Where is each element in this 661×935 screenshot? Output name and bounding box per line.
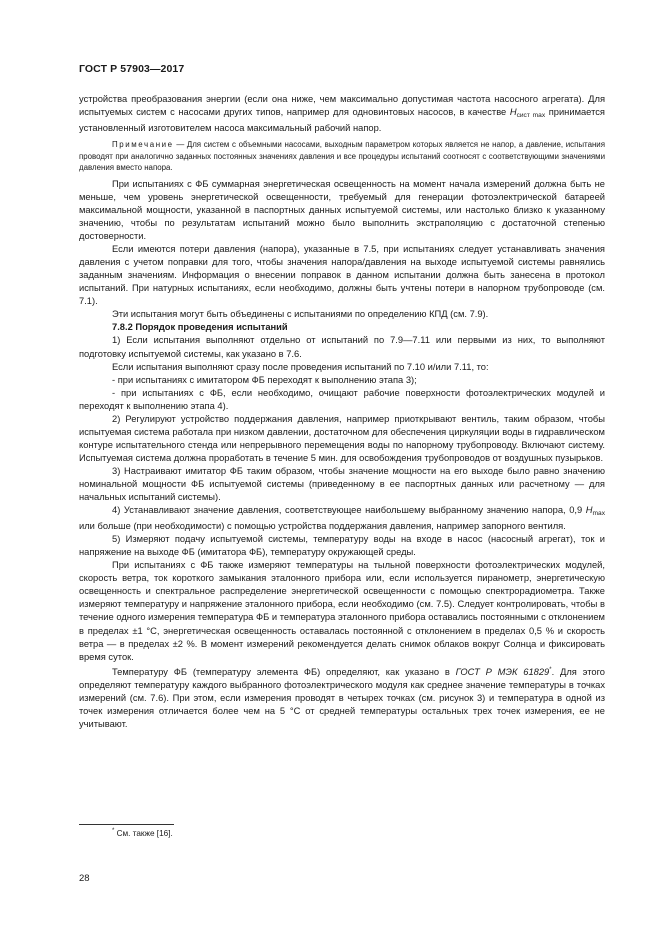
paragraph-irradiance: При испытаниях с ФБ суммарная энергетическая освещенность на момент начала измерений должна быть не меньше, чем уровень энергетической освещенности, требуемый для генерации фотоэлектрической батареей максимальной мощности, указанной в паспортных данных испытуемой системы, или настолько близко к указанному значению, чтобы по результатам испытаний можно было выполнить экстраполяцию с достаточной степенью достоверности. bbox=[79, 178, 605, 242]
text-run: или больше (при необходимости) с помощью устройства поддержания давления, например запорного вентиля. bbox=[79, 521, 566, 532]
text-run: . Для этого определяют температуру каждого выбранного фотоэлектрического модуля как среднее значение температуры в точках измерений (см. 7.6). При этом, если измерения проводят в четырех точках (см. рисунок 3) и температура в одной из точек измерения отличается более чем на 5 °С от средней температуры остальных трех точек измерения, ее не учитывают. bbox=[79, 666, 605, 729]
footnote-text: См. также [16]. bbox=[114, 829, 173, 838]
paragraph-pv-temperature bbox=[79, 664, 605, 731]
document-body bbox=[79, 93, 605, 731]
footnote-divider bbox=[79, 824, 174, 825]
standard-reference: ГОСТ Р МЭК 61829 bbox=[455, 666, 550, 677]
text-run: принимается установленный изготовителем насоса максимальный рабочий напор. bbox=[79, 107, 605, 134]
text-run: Температуру ФБ (температуру элемента ФБ) определяют, как указано в bbox=[112, 666, 456, 677]
section-heading: 7.8.2 Порядок проведения испытаний bbox=[112, 322, 288, 333]
footnote-mark: * bbox=[549, 666, 552, 673]
symbol-h: H bbox=[509, 107, 517, 118]
symbol-subscript: max bbox=[592, 510, 605, 518]
page-number: 28 bbox=[79, 873, 90, 884]
step-1-list-item: - при испытаниях с имитатором ФБ переходят к выполнению этапа 3); bbox=[112, 374, 417, 385]
paragraph-pressure-losses: Если имеются потери давления (напора), указанные в 7.5, при испытаниях следует устанавливать значения давления с учетом поправки для того, чтобы значения напора/давления на выходе испытуемой системы равнялись заданным значениям. Информация о внесении поправок в данном испытании должна быть занесена в протокол испытаний. При натурных испытаниях, если необходимо, должны быть учтены потери в напорном трубопроводе (см. 7.1). bbox=[79, 244, 605, 307]
page-header-standard: ГОСТ Р 57903—2017 bbox=[79, 63, 185, 75]
note-paragraph bbox=[79, 139, 605, 174]
paragraph-combined-tests: Эти испытания могут быть объединены с испытаниями по определению КПД (см. 7.9). bbox=[112, 309, 489, 320]
footnote-mark: * bbox=[112, 828, 115, 834]
paragraph-pv-measurements: При испытаниях с ФБ также измеряют температуры на тыльной поверхности фотоэлектрических модулей, скорость ветра, ток короткого замыкания эталонного прибора или, если используется пиранометр, энергетическую освещенность и спектральное распределение энергетической освещенности с помощью спектрорадиометра. Также измеряют температуру и напряжение эталонного прибора, если необходимо (см. 7.5). Следует контролировать, чтобы в течение одного измерения температура ФБ и температура эталонного прибора оставались постоянными с отклонением в пределах ±1 °С, энергетическая освещенность оставалась постоянной с отклонением в пределах 0,5 % и скорость ветра — в пределах ±2 %. В момент измерений рекомендуется делать снимок облаков вокруг Солнца и фиксировать время суток. bbox=[79, 560, 605, 662]
step-5: 5) Измеряют подачу испытуемой системы, температуру воды на входе в насос (насосный агрегат), ток и напряжение на выходе ФБ (имитатора ФБ), температуру окружающей среды. bbox=[79, 534, 605, 558]
paragraph-continuation bbox=[79, 93, 605, 135]
note-text: — Для систем с объемными насосами, выходным параметром которых является не напор, а давление, испытания проводят при аналогично заданных постоянных значениях давления и все процедуры испытаний соотносят с соответствующими значениями давления вместо напора. bbox=[79, 140, 605, 173]
step-1-condition: Если испытания выполняют сразу после проведения испытаний по 7.10 и/или 7.11, то: bbox=[112, 361, 489, 372]
step-2: 2) Регулируют устройство поддержания давления, например приоткрывают вентиль, таким образом, чтобы испытуемая система работала при низком давлении, достаточном для обеспечения циркуляции воды в гидравлическом контуре испытательного стенда или непрерывного перемещения воды по напорному трубопроводу. Включают систему. Испытуемая система должна проработать в течение 5 мин. для освобождения трубопроводов от воздушных пузырьков. bbox=[79, 413, 605, 463]
step-1-list-item: - при испытаниях с ФБ, если необходимо, очищают рабочие поверхности фотоэлектрических модулей и переходят к выполнению этапа 4). bbox=[79, 387, 605, 411]
step-1: 1) Если испытания выполняют отдельно от испытаний по 7.9—7.11 или первыми из них, то выполняют подготовку испытуемой системы, как указано в 7.6. bbox=[79, 335, 605, 359]
text-run: 4) Устанавливают значение давления, соответствующее наибольшему выбранному значению напора, 0,9 bbox=[112, 505, 586, 516]
footnote bbox=[112, 828, 173, 838]
text-run: устройства преобразования энергии (если она ниже, чем максимально допустимая частота насосного агрегата). Для испытуемых систем с насосами других типов, например для одновинтовых насосов, в качестве bbox=[79, 94, 605, 118]
step-4 bbox=[79, 504, 605, 533]
symbol-subscript: сист max bbox=[516, 112, 546, 120]
note-label: Примечание bbox=[112, 140, 174, 150]
step-3: 3) Настраивают имитатор ФБ таким образом, чтобы значение мощности на его выходе было равно значению номинальной мощности ФБ испытуемой системы (приведенному в ее паспортных данных или расчетному — для начальных испытаний системы). bbox=[79, 465, 605, 503]
symbol-h: H bbox=[585, 505, 593, 516]
